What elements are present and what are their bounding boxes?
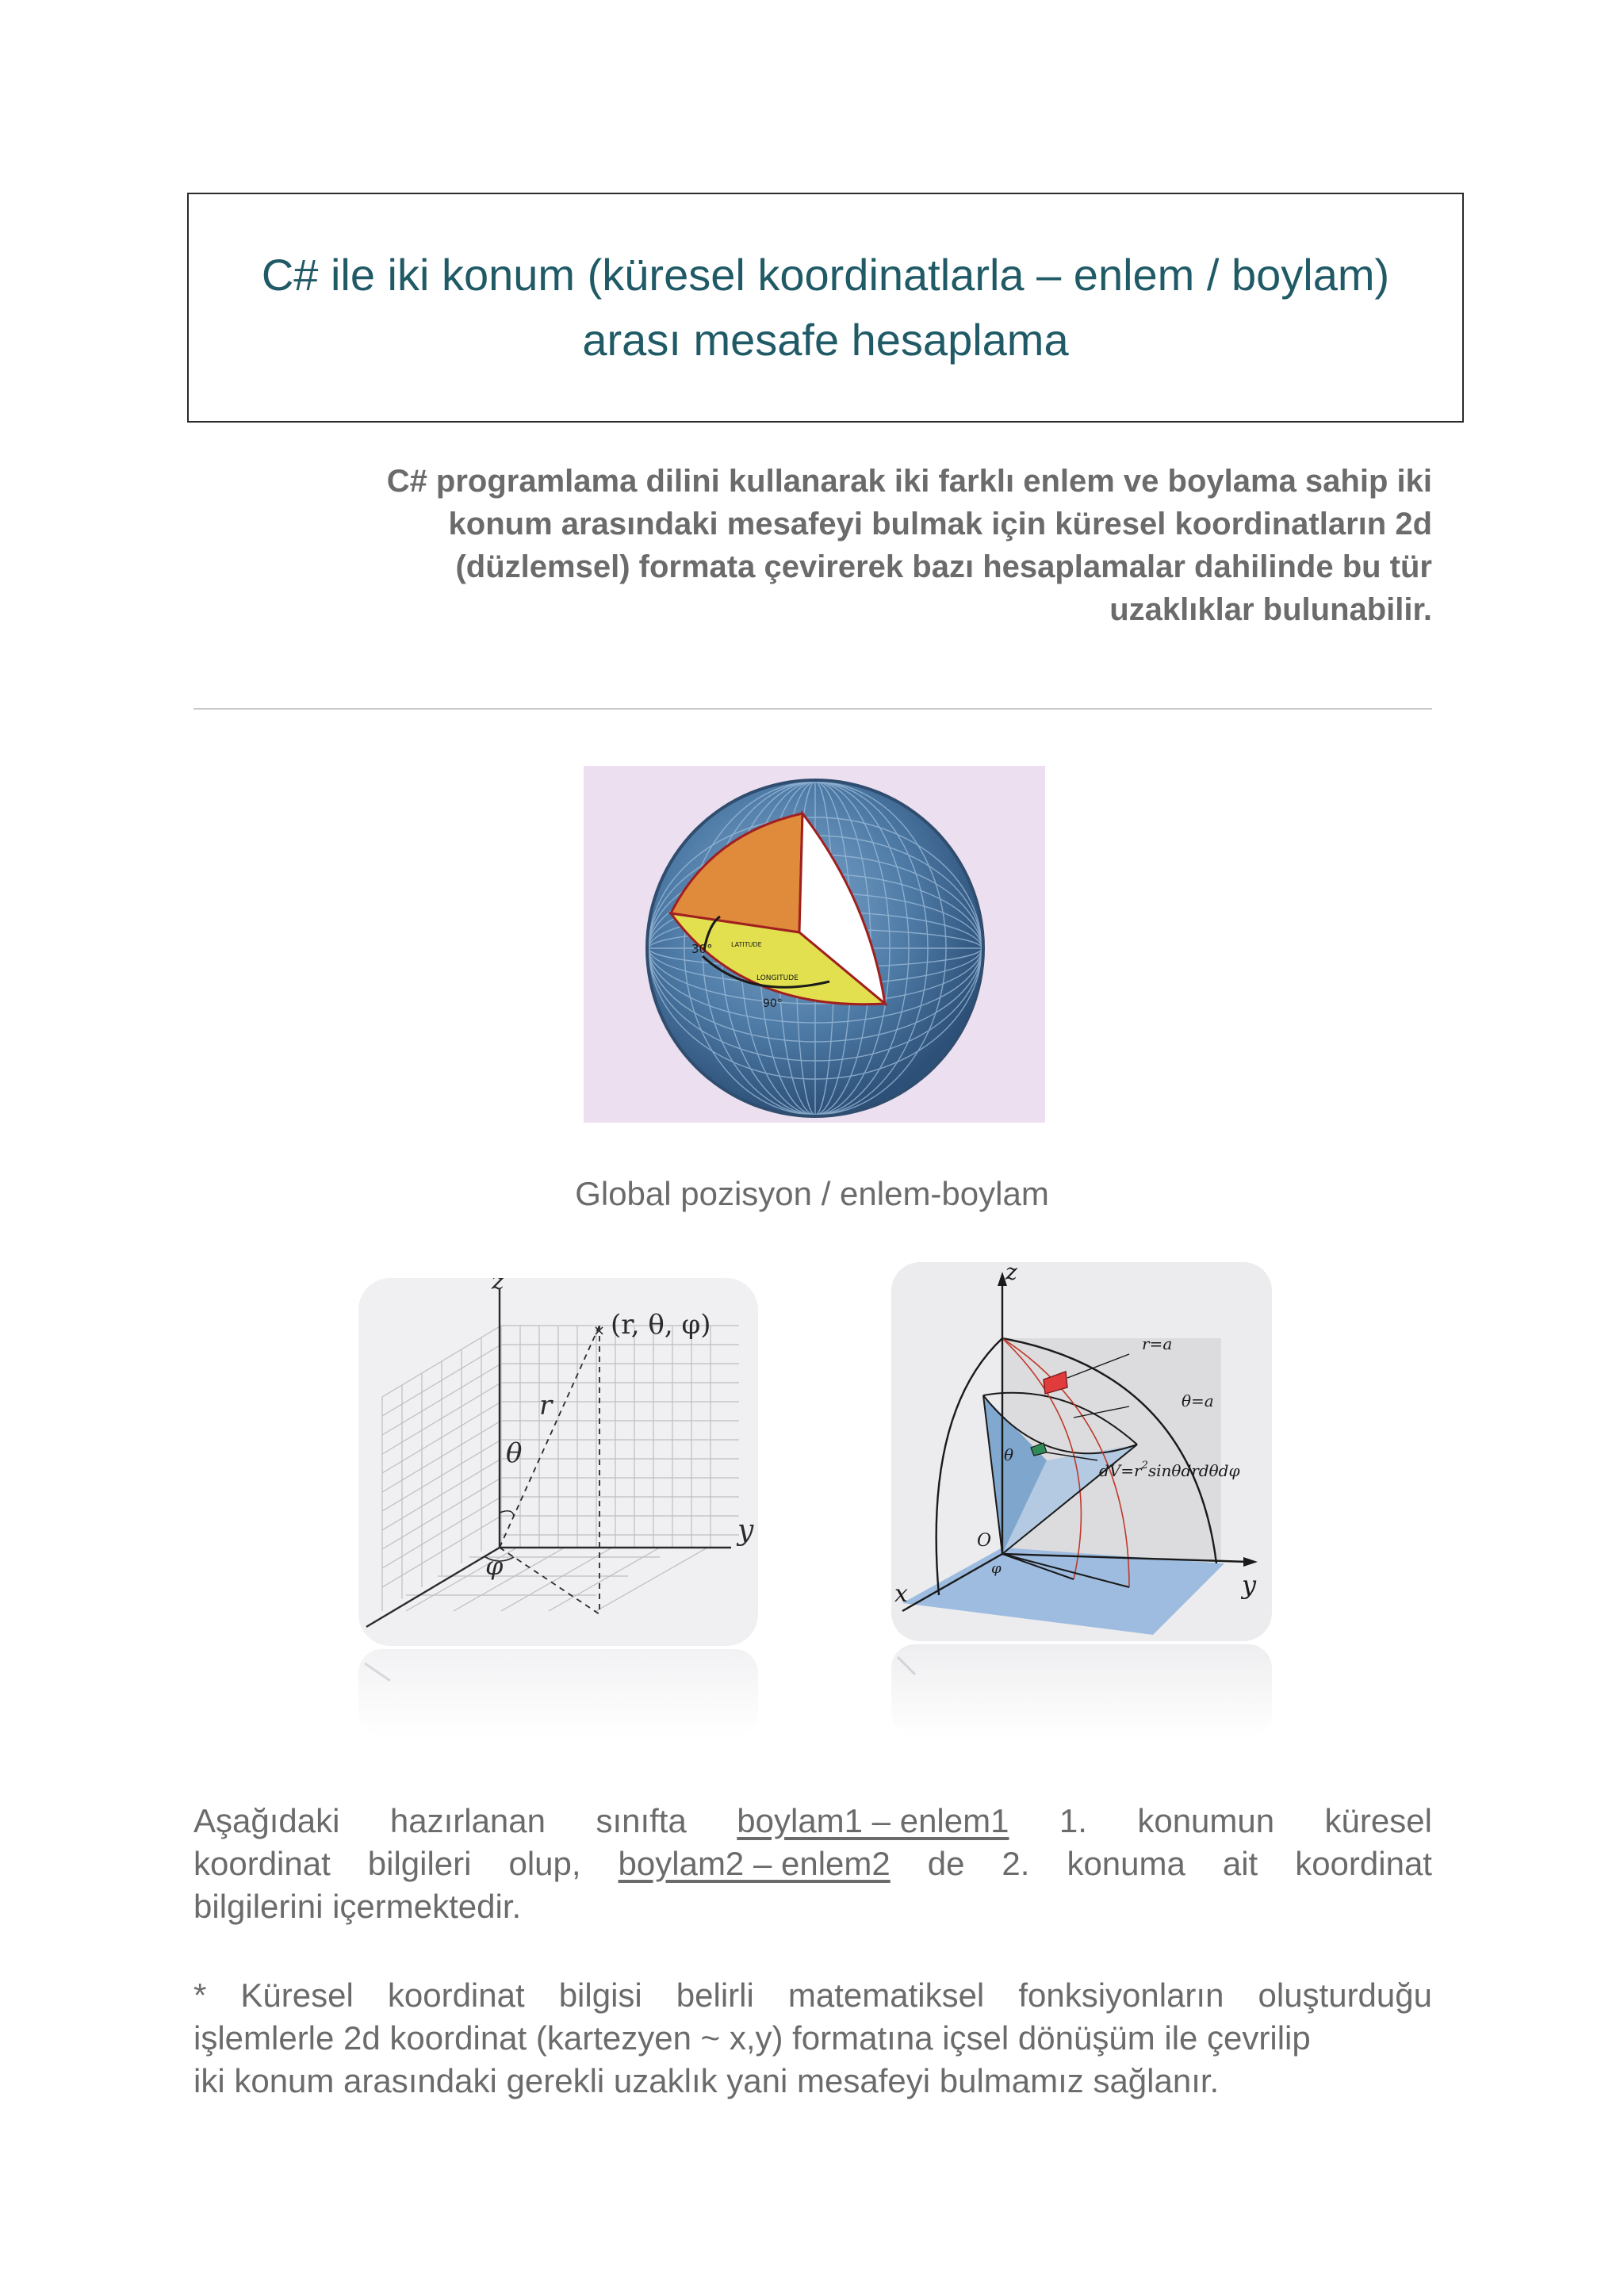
text-word: ait bbox=[1222, 1845, 1258, 1882]
label-longitude: LONGITUDE bbox=[756, 974, 799, 982]
text-word: belirli bbox=[676, 1976, 754, 2014]
fig2-dv-label: dV=r bbox=[1099, 1461, 1142, 1480]
fig2-z-label: z bbox=[1005, 1262, 1017, 1285]
text-word: Küresel bbox=[240, 1976, 354, 2014]
text-word: de bbox=[927, 1845, 965, 1882]
figure-reflection bbox=[358, 1649, 758, 1736]
text-word: hazırlanan bbox=[389, 1802, 546, 1839]
page-title-line-1: C# ile iki konum (küresel koordinatlarla – enlem / boylam) bbox=[261, 250, 1390, 300]
text-word: matematiksel bbox=[787, 1976, 985, 2014]
fig2-dv-rest: sinθdrdθdφ bbox=[1147, 1461, 1240, 1480]
label-90: 90° bbox=[763, 997, 783, 1010]
label-latitude: LATITUDE bbox=[731, 941, 762, 948]
text-line: işlemlerle 2d koordinat (kartezyen ~ x,y) formatına içsel dönüşüm ile çevrilip bbox=[193, 2019, 1311, 2057]
fig2-dv-exponent: 2 bbox=[1141, 1460, 1148, 1471]
text-word: olup, bbox=[508, 1845, 581, 1882]
page-title-line-2: arası mesafe hesaplama bbox=[582, 315, 1069, 365]
text-word: konuma bbox=[1067, 1845, 1185, 1882]
text-word: fonksiyonların bbox=[1018, 1976, 1224, 2014]
text-word: 2. bbox=[1002, 1845, 1030, 1882]
lead-line: C# programlama dilini kullanarak iki farklı enlem ve boylama sahip iki bbox=[386, 464, 1432, 499]
text-word: koordinat bbox=[193, 1845, 331, 1882]
fig2-origin-label: O bbox=[977, 1531, 992, 1551]
text-word: bilgileri bbox=[367, 1845, 472, 1882]
svg-text:×: × bbox=[593, 1322, 606, 1339]
globe-svg bbox=[584, 766, 1045, 1123]
fig2-r-eq-label: r=a bbox=[1142, 1334, 1173, 1353]
globe-illustration bbox=[584, 766, 1045, 1123]
text-word: * bbox=[193, 1976, 207, 2014]
title-box bbox=[187, 193, 1464, 423]
fig2-x-label: x bbox=[894, 1580, 908, 1608]
figure-reflection bbox=[891, 1644, 1272, 1736]
lead-line: (düzlemsel) formata çevirerek bazı hesaplamalar dahilinde bu tür bbox=[455, 549, 1432, 584]
label-30: 30° bbox=[691, 942, 713, 956]
text-word: konumun bbox=[1137, 1802, 1275, 1839]
text-word: bilgisi bbox=[558, 1976, 642, 2014]
text-word: koordinat bbox=[1295, 1845, 1432, 1882]
fig1-point-label: (r, θ, φ) bbox=[611, 1309, 711, 1341]
volume-element-figure bbox=[891, 1262, 1272, 1641]
fig1-phi-label: φ bbox=[485, 1551, 504, 1581]
text-word: koordinat bbox=[387, 1976, 525, 2014]
text-word: oluşturduğu bbox=[1258, 1976, 1432, 2014]
boylam1-enlem1-link[interactable]: boylam1 – enlem1 bbox=[737, 1802, 1009, 1839]
fig1-z-label: z bbox=[492, 1278, 504, 1295]
fig1-y-label: y bbox=[737, 1514, 754, 1547]
svg-text:dV=r2sinθdrdθdφ bbox=[1099, 1460, 1239, 1480]
fig1-theta-label: θ bbox=[506, 1437, 523, 1469]
lead-paragraph bbox=[198, 460, 1432, 631]
fig2-phi-label: φ bbox=[991, 1560, 1002, 1577]
text-word: 1. bbox=[1059, 1802, 1087, 1839]
fig2-y-label: y bbox=[1242, 1570, 1257, 1600]
text-line: iki konum arasındaki gerekli uzaklık yani mesafeyi bulmamız sağlanır. bbox=[193, 2062, 1220, 2099]
fig2-theta-eq-label: θ=a bbox=[1182, 1391, 1214, 1410]
fig2-theta-label: θ bbox=[1004, 1445, 1014, 1464]
fig1-r-label: r bbox=[539, 1390, 553, 1422]
lead-line: konum arasındaki mesafeyi bulmak için küresel koordinatların 2d bbox=[448, 507, 1432, 541]
paragraph-coordinates bbox=[193, 1800, 1432, 1928]
text-word: Aşağıdaki bbox=[193, 1802, 340, 1839]
spherical-coordinates-figure bbox=[358, 1278, 758, 1646]
text-line: bilgilerini içermektedir. bbox=[193, 1888, 522, 1925]
paragraph-conversion-note bbox=[193, 1974, 1432, 2103]
lead-line: uzaklıklar bulunabilir. bbox=[1109, 592, 1432, 627]
horizontal-divider bbox=[193, 708, 1432, 710]
boylam2-enlem2-link[interactable]: boylam2 – enlem2 bbox=[618, 1845, 891, 1882]
figure-caption: Global pozisyon / enlem-boylam bbox=[575, 1175, 1049, 1212]
text-word: küresel bbox=[1324, 1802, 1432, 1839]
text-word: sınıfta bbox=[596, 1802, 687, 1839]
